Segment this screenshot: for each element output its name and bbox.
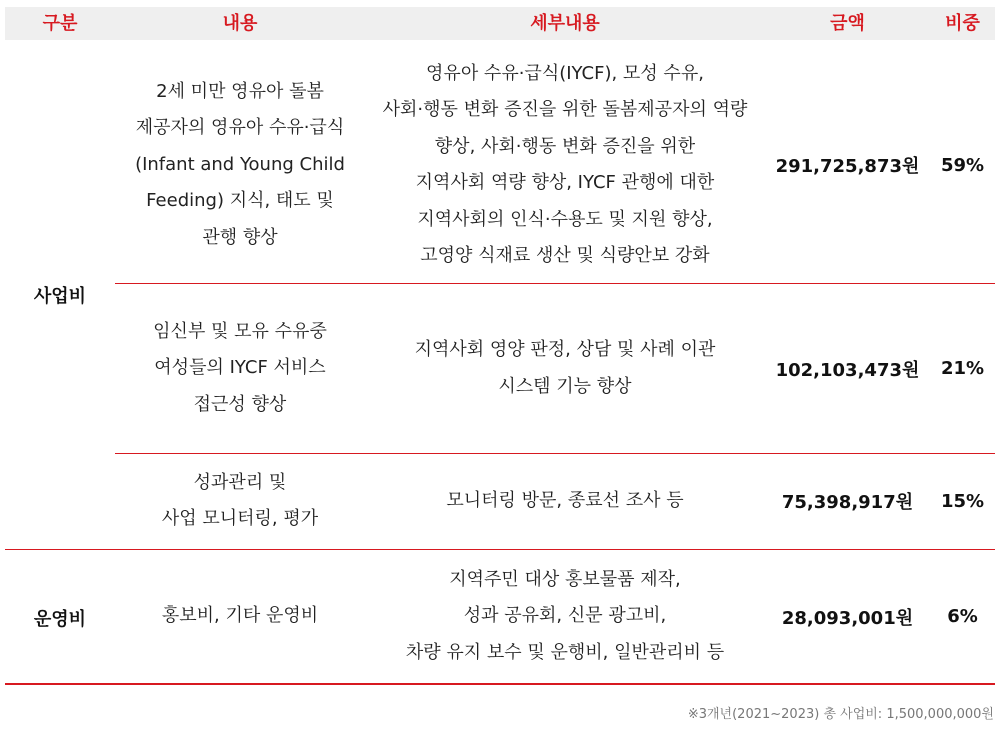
row-detail [365, 454, 765, 548]
row-detail [365, 48, 765, 282]
table-bottom-border [5, 683, 995, 685]
content-line: 사업 모니터링, 평가 [161, 508, 319, 529]
row-ratio: 21% [940, 358, 985, 379]
content-line: 임신부 및 모유 수유중 [153, 320, 327, 342]
row-amount: 291,725,873원 [775, 156, 920, 177]
row-detail [365, 284, 765, 453]
content-line: 접근성 향상 [193, 393, 287, 415]
header-content: 내용 [222, 13, 258, 34]
footnote: ※3개년(2021~2023) 총 사업비: 1,500,000,000원 [687, 707, 994, 722]
content-line: Feeding) 지식, 태도 및 [146, 190, 334, 212]
content-line: 홍보비, 기타 운영비 [161, 605, 319, 627]
row-detail [365, 550, 765, 683]
content-line: 성과관리 및 [193, 471, 287, 493]
content-line: 여성들의 IYCF 서비스 [154, 357, 326, 379]
header-detail: 세부내용 [530, 13, 600, 34]
category-operation: 운영비 [33, 608, 87, 630]
header-category: 구분 [42, 13, 78, 34]
header-amount: 금액 [830, 13, 865, 34]
content-line: 관행 향상 [202, 226, 278, 248]
detail-line: 지역주민 대상 홍보물품 제작, [449, 568, 681, 590]
row-ratio: 6% [947, 606, 978, 627]
detail-line: 시스템 기능 향상 [498, 375, 632, 397]
detail-line: 성과 공유회, 신문 광고비, [463, 605, 667, 627]
row-content [115, 550, 365, 683]
detail-line: 고영양 식재료 생산 및 식량안보 강화 [420, 245, 710, 266]
row-amount: 102,103,473원 [775, 359, 920, 381]
detail-line: 모니터링 방문, 종료선 조사 등 [446, 489, 684, 511]
content-line: 제공자의 영유아 수유·급식 [135, 117, 345, 139]
detail-line: 차량 유지 보수 및 운행비, 일반관리비 등 [405, 641, 725, 663]
content-line: 2세 미만 영유아 돌봄 [156, 80, 324, 102]
detail-line: 지역사회 역량 향상, IYCF 관행에 대한 [415, 172, 715, 193]
content-line: (Infant and Young Child [135, 153, 345, 175]
row-ratio: 15% [940, 490, 985, 512]
category-business: 사업비 [33, 286, 87, 307]
row-content [115, 284, 365, 453]
row-content [115, 48, 365, 282]
row-amount: 28,093,001원 [781, 607, 914, 629]
detail-line: 영유아 수유·급식(IYCF), 모성 수유, [426, 62, 704, 84]
header-ratio: 비중 [945, 13, 980, 34]
row-content [115, 454, 365, 548]
detail-line: 지역사회 영양 판정, 상담 및 사례 이관 [414, 339, 716, 360]
row-amount: 75,398,917원 [781, 492, 914, 513]
detail-line: 사회·행동 변화 증진을 위한 돌봄제공자의 역량 [382, 99, 748, 120]
detail-line: 지역사회의 인식·수용도 및 지원 향상, [417, 208, 713, 230]
table-header [5, 7, 995, 40]
row-ratio: 59% [940, 154, 985, 176]
detail-line: 향상, 사회·행동 변화 증진을 위한 [434, 135, 696, 157]
